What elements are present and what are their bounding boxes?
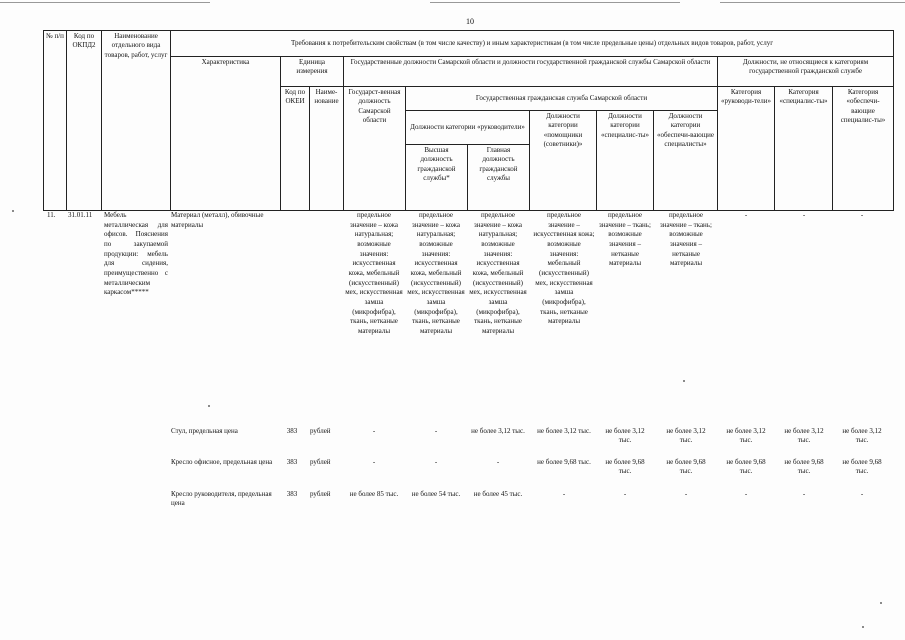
row11-assistants: предельное значение – искусственная кожа; возможные значения: мебельный (искусственный) мех, искусственная замша (микрофибра), ткань, нетканые материалы: [533, 211, 595, 326]
price-row-assistants: не более 9,68 тыс.: [537, 458, 591, 466]
price-row-label: Стул, предельная цена: [171, 427, 238, 435]
header-assistants: Должности категории «помощники (советники)»: [530, 111, 597, 211]
price-row-cat-specialists: не более 9,68 тыс.: [784, 458, 824, 476]
price-row-assistants: -: [562, 490, 566, 498]
scan-speck: [880, 602, 882, 604]
price-row-unit: рублей: [310, 458, 331, 466]
header-specialists: Должности категории «специалис-ты»: [597, 111, 654, 211]
header-unit-name: Наиме-нование: [310, 87, 344, 211]
price-row-main: не более 45 тыс.: [473, 490, 523, 498]
price-row-unit: рублей: [310, 490, 331, 498]
price-row-highest: не более 54 тыс.: [411, 490, 461, 498]
scan-speck: [12, 210, 14, 212]
header-cat-specialists: Категория «специалис-ты»: [775, 87, 833, 211]
price-row-assistants: не более 3,12 тыс.: [537, 427, 591, 435]
price-row-cat-leaders: не более 9,68 тыс.: [726, 458, 766, 476]
header-name: Наименование отдельного вида товаров, работ, услуг: [102, 31, 171, 211]
header-cat-supporting: Категория «обеспечи-вающие специалис-ты»: [833, 87, 894, 211]
row11-gov: предельное значение – кожа натуральная; возможные значения: искусственная кожа, мебельный (искусственный) мех, искусственная замша (микрофибра), ткань, нетканые материалы: [345, 211, 403, 335]
price-row-cat-specialists: -: [802, 490, 806, 498]
price-row-okei: 383: [286, 427, 298, 435]
row11-cat-specialists: -: [802, 211, 806, 219]
requirements-table-header: [43, 30, 894, 211]
price-row-cat-specialists: не более 3,12 тыс.: [784, 427, 824, 445]
row11-specialists: предельное значение – ткань; возможные значения – нетканые материалы: [599, 211, 651, 268]
row11-highest: предельное значение – кожа натуральная; возможные значения: искусственная кожа, мебельный (искусственный) мех, искусственная замша (микрофибра), ткань, нетканые материалы: [407, 211, 465, 335]
price-row-specialists: -: [623, 490, 627, 498]
row11-name: Мебель металлическая для офисов. Пояснения по закупаемой продукции: мебель для сидения, преимущественно с металлическим каркасом*****: [104, 211, 168, 297]
price-row-unit: рублей: [310, 427, 331, 435]
scan-speck: [683, 380, 685, 382]
price-row-label: Кресло руководителя, предельная цена: [171, 490, 272, 508]
header-unit: Единица измерения: [281, 57, 344, 87]
row11-cat-leaders: -: [744, 211, 748, 219]
header-okei-code: Код по ОКЕИ: [281, 87, 310, 211]
price-row-cat-leaders: не более 3,12 тыс.: [726, 427, 766, 445]
header-not-related: Должности, не относящиеся к категориям государственной гражданской службе: [718, 57, 894, 87]
price-row-supporting: не более 3,12 тыс.: [666, 427, 706, 445]
header-main: Главная должность гражданской службы: [468, 145, 530, 211]
price-row-label: Кресло офисное, предельная цена: [171, 458, 273, 466]
price-row-main: -: [496, 458, 500, 466]
header-gov-positions: Государственные должности Самарской области и должности государственной гражданской службы Самарской области: [344, 57, 718, 87]
price-row-main: не более 3,12 тыс.: [471, 427, 525, 435]
price-row-cat-leaders: -: [744, 490, 748, 498]
scan-speck: [208, 405, 210, 407]
price-row-supporting: не более 9,68 тыс.: [666, 458, 706, 476]
row11-num: 11.: [47, 211, 56, 219]
header-highest: Высшая должность гражданской службы*: [406, 145, 468, 211]
scan-speck: [862, 626, 864, 628]
price-row-highest: -: [434, 427, 438, 435]
price-row-gov: -: [372, 458, 376, 466]
header-requirements: Требования к потребительским свойствам (в том числе качеству) и иным характеристикам (в том числе предельные цены) отдельных видов товаров, работ, услуг: [171, 31, 894, 57]
header-cat-leaders: Категория «руководи-тели»: [718, 87, 775, 211]
price-row-okei: 383: [286, 458, 298, 466]
row11-okpd: 31.01.11: [68, 211, 93, 219]
row11-characteristic: Материал (металл), обивочные материалы: [171, 211, 264, 229]
price-row-cat-supporting: не более 3,12 тыс.: [842, 427, 882, 445]
header-okpd: Код по ОКПД2: [67, 31, 102, 211]
row11-supporting: предельное значение – ткань; возможные значения – нетканые материалы: [660, 211, 712, 268]
price-row-supporting: -: [684, 490, 688, 498]
header-gov-position-samara: Государст-венная должность Самарской области: [344, 87, 406, 211]
header-characteristic: Характеристика: [171, 57, 281, 211]
header-num: № п/п: [44, 31, 67, 211]
row11-cat-supporting: -: [860, 211, 864, 219]
price-row-cat-supporting: не более 9,68 тыс.: [842, 458, 882, 476]
price-row-highest: -: [434, 458, 438, 466]
price-row-specialists: не более 9,68 тыс.: [605, 458, 645, 476]
header-leaders: Должности категории «руководители»: [406, 111, 530, 145]
price-row-gov: не более 85 тыс.: [349, 490, 399, 498]
header-supporting: Должности категории «обеспечи-вающие специалисты»: [654, 111, 718, 211]
price-row-gov: -: [372, 427, 376, 435]
header-civil-service: Государственная гражданская служба Самарской области: [406, 87, 718, 111]
price-row-cat-supporting: -: [860, 490, 864, 498]
price-row-okei: 383: [286, 490, 298, 498]
row11-main: предельное значение – кожа натуральная; возможные значения: искусственная кожа, мебельный (искусственный) мех, искусственная замша (микрофибра), ткань, нетканые материалы: [469, 211, 527, 335]
price-row-specialists: не более 3,12 тыс.: [605, 427, 645, 445]
page-number: 10: [466, 17, 474, 26]
